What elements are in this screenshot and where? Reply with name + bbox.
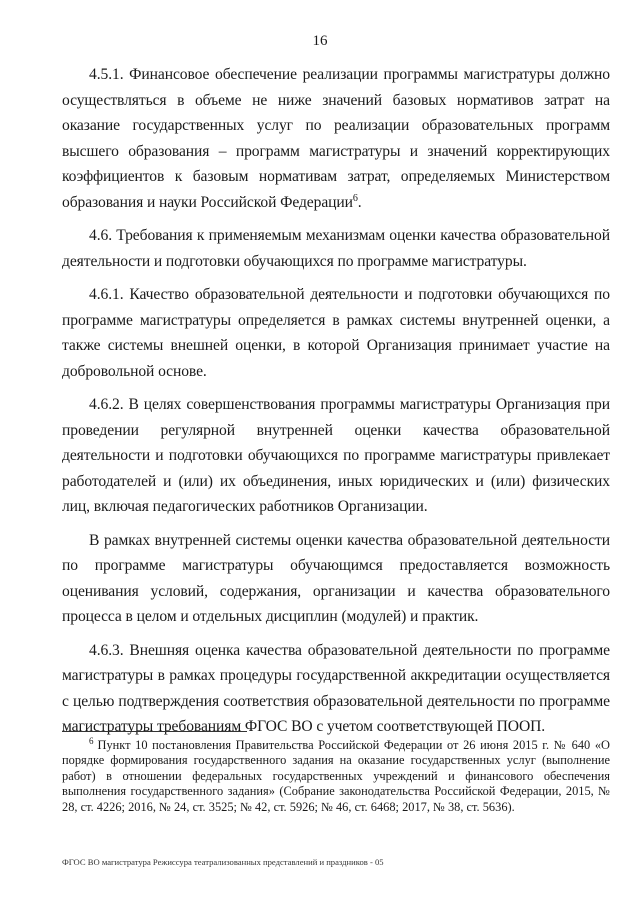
- paragraph-end: .: [357, 193, 362, 211]
- footnote-number: 6: [89, 735, 94, 746]
- page-footer: ФГОС ВО магистратура Режиссура театрализованных представлений и праздников - 05: [62, 857, 384, 867]
- footnote-reference[interactable]: 6: [352, 192, 358, 204]
- document-body: [62, 62, 610, 748]
- paragraph-4-5-1: [62, 62, 610, 215]
- paragraph-4-6-1: 4.6.1. Качество образовательной деятельности и подготовки обучающихся по программе магистратуры определяется в рамках системы внутренней оценки, а также системы внешней оценки, в которой Организация принимает участие на добровольной основе.: [62, 286, 610, 380]
- paragraph-4-6-3: 4.6.3. Внешняя оценка качества образовательной деятельности по программе магистратуры в рамках процедуры государственной аккредитации осуществляется с целью подтверждения соответствия образовательной деятельности по программе магистратуры требованиям ФГОС ВО с учетом соответствующей ПООП.: [62, 641, 610, 735]
- paragraph-4-6: 4.6. Требования к применяемым механизмам оценки качества образовательной деятельности и подготовки обучающихся по программе магистратуры.: [62, 227, 610, 270]
- page-number: 16: [312, 33, 328, 49]
- footnote: [62, 735, 610, 815]
- paragraph-internal-assessment: В рамках внутренней системы оценки качества образовательной деятельности по программе магистратуры обучающимся предоставляется возможность оценивания условий, содержания, организации и качества образовательного процесса в целом и отдельных дисциплин (модулей) и практик.: [62, 531, 610, 625]
- paragraph-4-6-2: 4.6.2. В целях совершенствования программы магистратуры Организация при проведении регулярной внутренней оценки качества образовательной деятельности и подготовки обучающихся по программе магистратуры привлекает работодателей и (или) их объединения, иных юридических и (или) физических лиц, включая педагогических работников Организации.: [62, 396, 610, 515]
- footnote-text: Пункт 10 постановления Правительства Российской Федерации от 26 июня 2015 г. № 640 «О порядке формирования государственного задания на оказание государственных услуг (выполнение работ) в отношении федеральных государственных учреждений и финансового обеспечения выполнения государственного задания» (Собрание законодательства Российской Федерации, 2015, № 28, ст. 4226; 2016, № 24, ст. 3525; № 42, ст. 5926; № 46, ст. 6468; 2017, № 38, ст. 5636).: [62, 738, 610, 814]
- footnote-divider: [62, 731, 247, 732]
- paragraph-text: 4.5.1. Финансовое обеспечение реализации программы магистратуры должно осуществляться в объеме не ниже значений базовых нормативов затрат на оказание государственных услуг по реализации образовательных программ высшего образования – программ магистратуры и значений корректирующих коэффициентов к базовым нормативам затрат, определяемых Министерством образования и науки Российской Федерации: [62, 66, 610, 211]
